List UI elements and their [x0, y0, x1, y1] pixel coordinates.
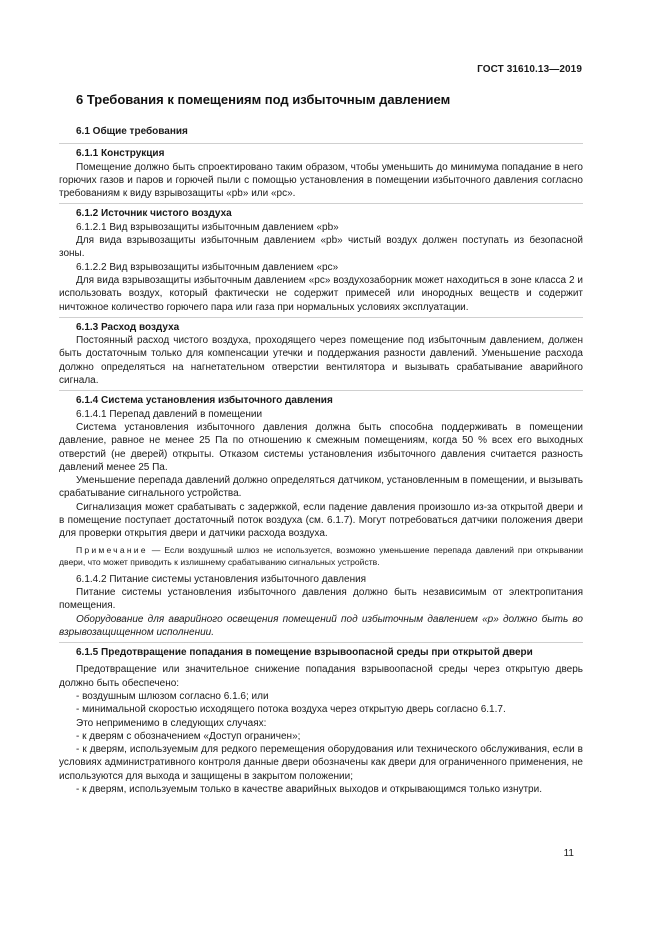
page-content: [59, 92, 583, 796]
paragraph: Помещение должно быть спроектировано таким образом, чтобы уменьшить до минимума попадание в него горючих газов и паров и горючей пыли с помощью установления в помещении избыточного давления согласно требованиям к виду взрывозащиты «pb» или «pc».: [59, 161, 583, 200]
clause-heading: 6.1.3 Расход воздуха: [59, 317, 583, 334]
clause-heading: 6.1.1 Конструкция: [59, 143, 583, 160]
document-code: ГОСТ 31610.13—2019: [477, 64, 582, 75]
subclause-heading: 6.1.4.1 Перепад давлений в помещении: [76, 408, 263, 420]
note: [59, 544, 583, 569]
paragraph: Сигнализация может срабатывать с задержкой, если падение давления произошло из-за открытой двери и в помещение поступает достаточный поток воздуха (см. 6.1.7). Могут потребоваться датчики положения двери для проверки открытия двери и датчики расхода воздуха.: [59, 501, 583, 540]
list-item: - минимальной скоростью исходящего потока воздуха через открытую дверь согласно 6.1.7.: [76, 704, 506, 716]
subclause-heading: 6.1.2.2 Вид взрывозащиты избыточным давлением «pc»: [76, 261, 339, 273]
paragraph: Система установления избыточного давления должна быть способна поддерживать в помещении давление, равное не менее 25 Па по отношению к смежным помещениям, когда 50 % всех его выходных отверстий (не дверей) открыты. Отказом системы установления избыточного давления считается разность давлений менее 25 Па.: [59, 421, 583, 473]
list-item: - к дверям с обозначением «Доступ ограничен»;: [76, 730, 301, 742]
paragraph: Это неприменимо в следующих случаях:: [76, 717, 267, 729]
note-label: Примечание: [76, 544, 148, 555]
paragraph: Уменьшение перепада давлений должно определяться датчиком, установленным в помещении, и вызывать срабатывание сигнального устройства.: [59, 475, 583, 500]
paragraph: Предотвращение или значительное снижение попадания взрывоопасной среды через открытую дверь должно быть обеспечено:: [59, 664, 583, 689]
list-item: - воздушным шлюзом согласно 6.1.6; или: [76, 690, 269, 702]
clause-heading: 6.1.2 Источник чистого воздуха: [59, 203, 583, 220]
note-text: — Если воздушный шлюз не используется, возможно уменьшение перепада давлений при открывании двери, что может приводить к излишнему срабатыванию сигнальных устройств.: [59, 544, 583, 568]
page-number: 11: [563, 848, 574, 859]
list-item: - к дверям, используемым только в качестве аварийных выходов и открывающимся только изнутри.: [76, 784, 542, 796]
paragraph-italic: Оборудование для аварийного освещения помещений под избыточным давлением «p» должно быть во взрывозащищенном исполнении.: [59, 613, 583, 638]
paragraph: Постоянный расход чистого воздуха, проходящего через помещение под избыточным давлением, должен быть достаточным только для компенсации утечки и поддержания разности давлений. Уменьшение расхода должно определяться на нагнетательном отверстии вентилятора и вызывать срабатывание аварийного сигнала.: [59, 335, 583, 387]
clause-heading: 6.1.5 Предотвращение попадания в помещение взрывоопасной среды при открытой двери: [59, 642, 583, 659]
subclause-heading: 6.1.4.2 Питание системы установления избыточного давления: [76, 573, 367, 585]
clause-heading: 6.1.4 Система установления избыточного давления: [59, 390, 583, 407]
section-heading: 6 Требования к помещениям под избыточным давлением: [76, 92, 451, 107]
subsection-heading: 6.1 Общие требования: [76, 126, 188, 137]
paragraph: Для вида взрывозащиты избыточным давлением «pc» воздухозаборник может находиться в зоне класса 2 и использовать воздух, который фактически не содержит примесей или инородных веществ и содержит ничтожное количество горючего пара или газа при нормальных условиях эксплуатации.: [59, 274, 583, 313]
paragraph: Для вида взрывозащиты избыточным давлением «pb» чистый воздух должен поступать из безопасной зоны.: [59, 235, 583, 260]
paragraph: Питание системы установления избыточного давления должно быть независимым от электропитания помещения.: [59, 586, 583, 612]
list-item: - к дверям, используемым для редкого перемещения оборудования или технического обслуживания, если в условиях административного контроля данные двери обозначены как двери для ограниченного применения, не используются для выхода и защищены в закрытом положении;: [59, 744, 583, 782]
subclause-heading: 6.1.2.1 Вид взрывозащиты избыточным давлением «pb»: [76, 221, 339, 233]
